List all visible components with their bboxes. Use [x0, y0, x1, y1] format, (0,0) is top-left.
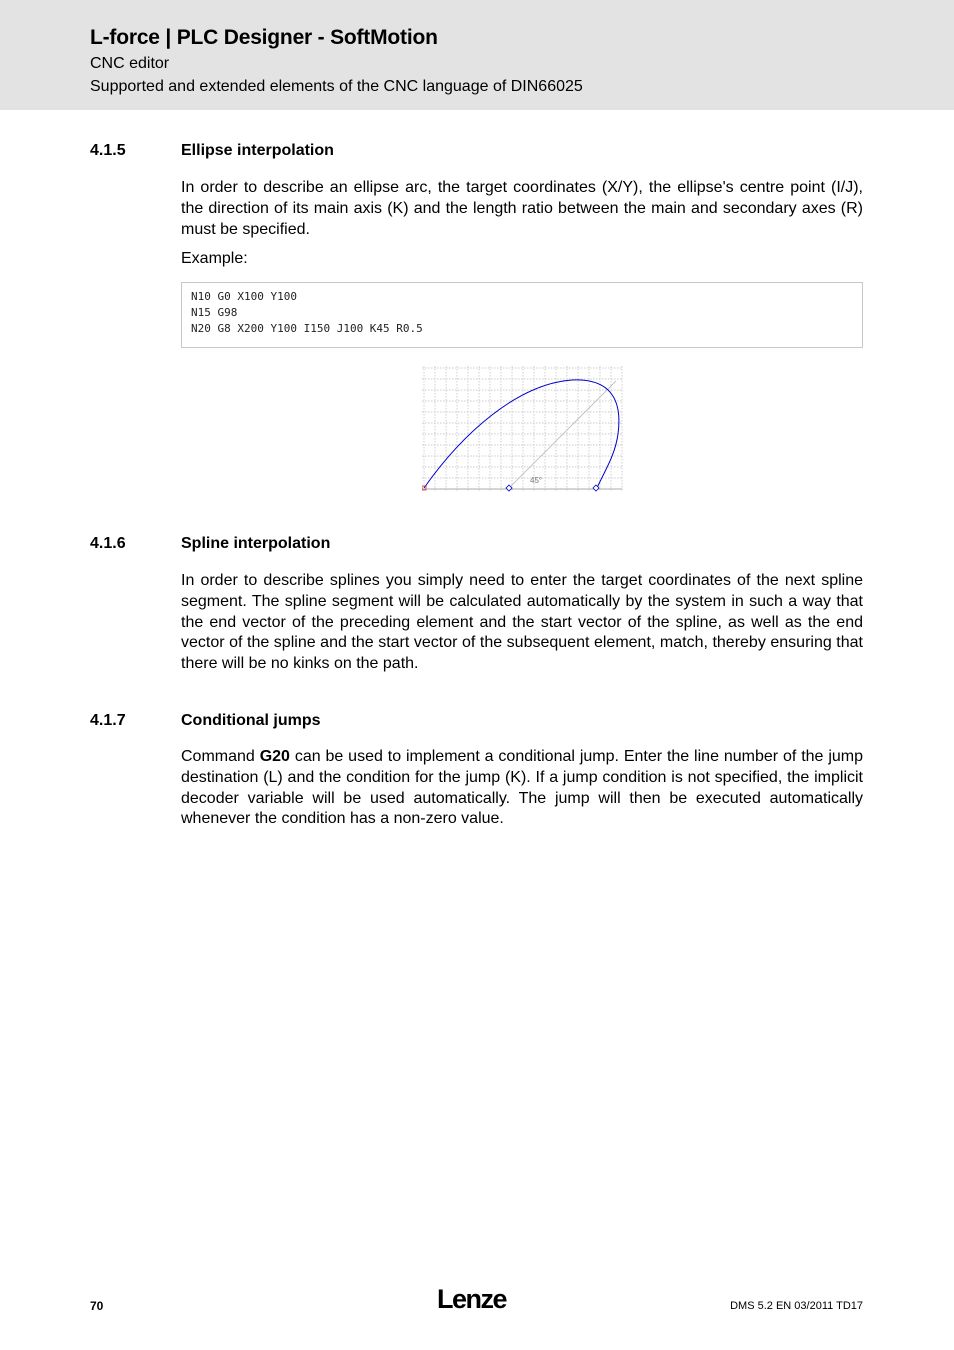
jumps-paragraph: [181, 747, 863, 830]
document-title: L-force | PLC Designer - SoftMotion: [90, 26, 438, 49]
code-line: N10 G0 X100 Y100: [191, 290, 297, 303]
code-line: N15 G98: [191, 306, 238, 319]
section-number-jumps: 4.1.7: [90, 712, 126, 729]
page-header: [0, 0, 954, 110]
section-heading: Supported and extended elements of the CNC language of DIN66025: [90, 78, 583, 95]
command-g20: G20: [259, 748, 290, 765]
spline-paragraph: In order to describe splines you simply need to enter the target coordinates of the next spline segment. The spline segment will be calculated automatically by the system in such a way that the end vector of the preceding element and the start vector of the spline, as well as the end vector of the spline and the start vector of the subsequent element, match, thereby ensuring that there will be no kinks on the path.: [181, 572, 863, 673]
section-number-spline: 4.1.6: [90, 535, 126, 552]
document-code: DMS 5.2 EN 03/2011 TD17: [730, 1300, 863, 1312]
jumps-text-before: Command: [181, 748, 260, 765]
ellipse-paragraph: In order to describe an ellipse arc, the target coordinates (X/Y), the ellipse's centre point (I/J), the direction of its main axis (K) and the length ratio between the main and secondary axes (R) must be specified.: [181, 179, 863, 238]
figure-grid: [422, 366, 622, 492]
section-title-spline: Spline interpolation: [181, 535, 331, 552]
chapter-title: CNC editor: [90, 55, 170, 72]
ellipse-diagram: [422, 364, 624, 494]
section-title-ellipse: Ellipse interpolation: [181, 142, 334, 159]
lenze-logo: Lenze: [437, 1284, 507, 1314]
ellipse-figure: [422, 364, 624, 494]
code-example-box: [181, 282, 863, 348]
section-title-jumps: Conditional jumps: [181, 712, 321, 729]
angle-label: 45°: [530, 476, 543, 485]
example-label: Example:: [181, 250, 248, 267]
page-number: 70: [90, 1299, 104, 1313]
code-line: N20 G8 X200 Y100 I150 J100 K45 R0.5: [191, 322, 423, 335]
section-number-ellipse: 4.1.5: [90, 142, 126, 159]
jumps-text-after: can be used to implement a conditional jump. Enter the line number of the jump destination (L) and the condition for the jump (K). If a jump condition is not specified, the implicit decoder variable will be used automatically. The jump will then be executed automatically whenever the condition has a non-zero value.: [181, 748, 864, 828]
